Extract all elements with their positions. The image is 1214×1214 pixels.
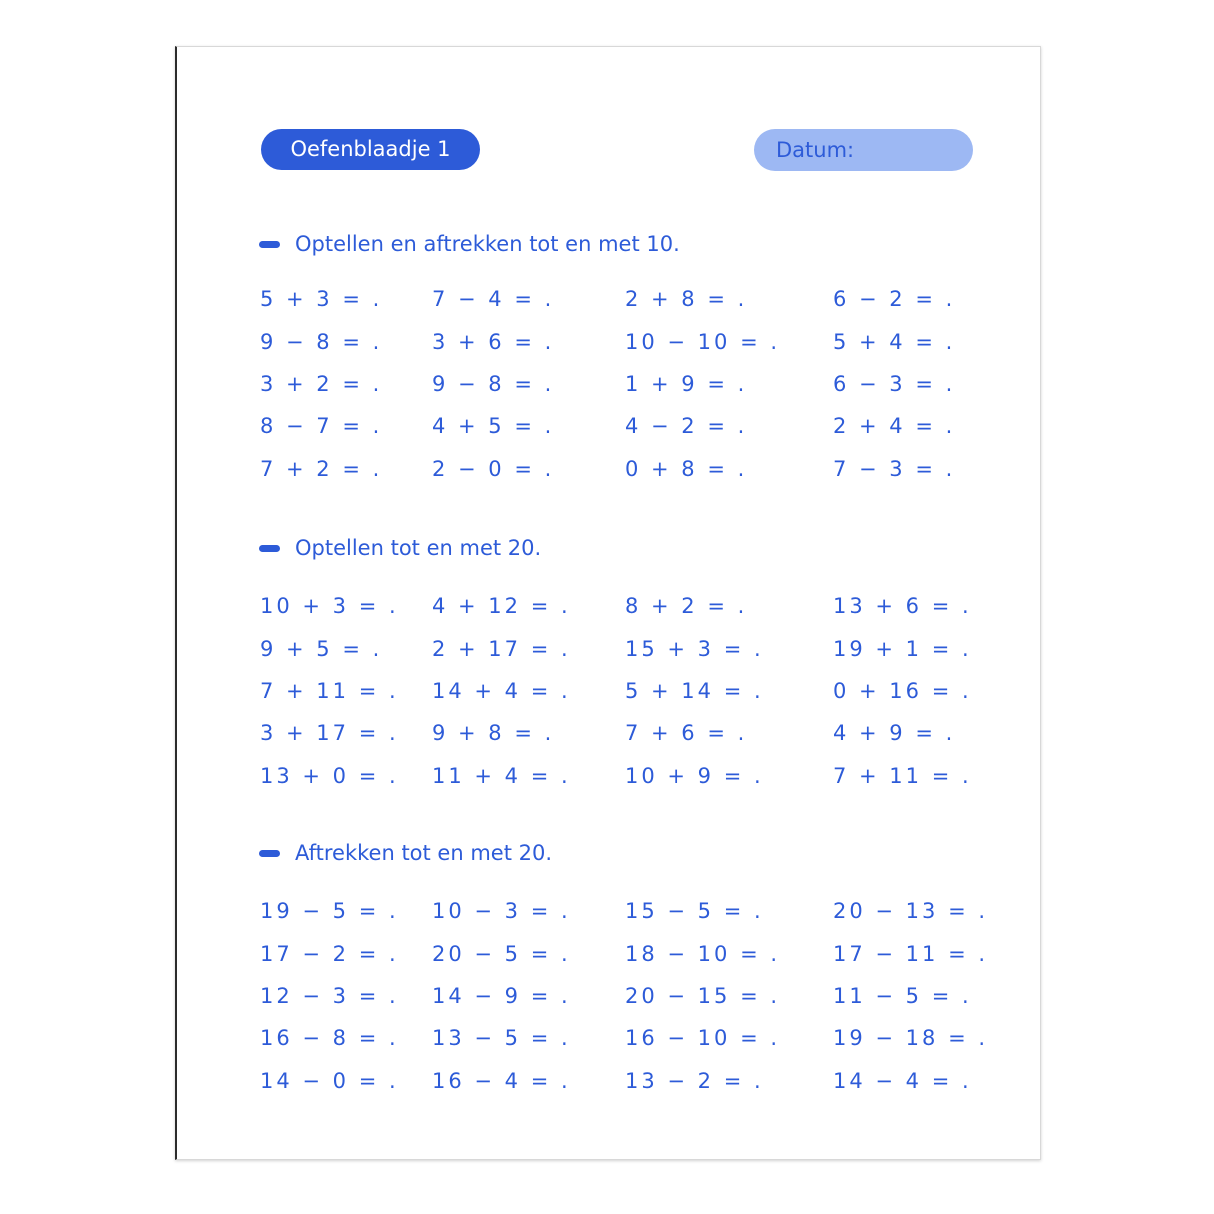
exercise: 16 − 4 = . (432, 1068, 571, 1093)
exercise: 10 + 3 = . (260, 594, 399, 619)
section-heading-2 (259, 533, 541, 563)
exercise: 11 − 5 = . (833, 983, 972, 1008)
exercise: 14 − 0 = . (260, 1068, 399, 1093)
exercise: 17 − 2 = . (260, 941, 399, 966)
exercise-row (260, 363, 1000, 405)
exercise: 2 + 17 = . (432, 636, 571, 661)
exercise: 3 + 17 = . (260, 721, 399, 746)
exercise: 16 − 8 = . (260, 1026, 399, 1051)
exercise-row (260, 1017, 1000, 1059)
exercise-grid-2 (260, 585, 1000, 797)
section-heading-3 (259, 838, 552, 868)
exercise: 15 + 3 = . (625, 636, 764, 661)
exercise: 7 − 4 = . (432, 287, 555, 312)
exercise-row (260, 932, 1000, 974)
exercise: 11 + 4 = . (432, 763, 571, 788)
exercise: 2 + 8 = . (625, 287, 748, 312)
exercise: 14 − 4 = . (833, 1068, 972, 1093)
exercise: 9 − 8 = . (260, 329, 383, 354)
exercise: 10 − 10 = . (625, 329, 781, 354)
exercise: 10 + 9 = . (625, 763, 764, 788)
exercise-row (260, 278, 1000, 320)
exercise: 6 − 2 = . (833, 287, 956, 312)
dash-bullet-icon (259, 545, 280, 552)
exercise-row (260, 405, 1000, 447)
exercise: 0 + 8 = . (625, 456, 748, 481)
exercise: 8 − 7 = . (260, 414, 383, 439)
exercise-row (260, 448, 1000, 490)
exercise: 7 − 3 = . (833, 456, 956, 481)
exercise-grid-1 (260, 278, 1000, 490)
exercise-row (260, 1060, 1000, 1102)
exercise: 10 − 3 = . (432, 899, 571, 924)
dash-bullet-icon (259, 241, 280, 248)
exercise: 19 + 1 = . (833, 636, 972, 661)
dash-bullet-icon (259, 850, 280, 857)
exercise: 9 − 8 = . (432, 371, 555, 396)
exercise: 6 − 3 = . (833, 371, 956, 396)
exercise: 3 + 6 = . (432, 329, 555, 354)
exercise: 7 + 11 = . (260, 678, 399, 703)
exercise: 2 + 4 = . (833, 414, 956, 439)
exercise-row (260, 585, 1000, 627)
exercise: 7 + 2 = . (260, 456, 383, 481)
exercise: 15 − 5 = . (625, 899, 764, 924)
exercise: 20 − 13 = . (833, 899, 989, 924)
section-heading-text: Optellen tot en met 20. (295, 536, 542, 560)
exercise: 4 + 12 = . (432, 594, 571, 619)
exercise: 13 + 6 = . (833, 594, 972, 619)
section-heading-text: Aftrekken tot en met 20. (295, 841, 553, 865)
exercise-row (260, 712, 1000, 754)
exercise: 9 + 5 = . (260, 636, 383, 661)
exercise: 4 + 9 = . (833, 721, 956, 746)
exercise-row (260, 755, 1000, 797)
exercise: 19 − 18 = . (833, 1026, 989, 1051)
exercise: 1 + 9 = . (625, 371, 748, 396)
exercise: 20 − 15 = . (625, 983, 781, 1008)
exercise: 16 − 10 = . (625, 1026, 781, 1051)
exercise: 13 − 2 = . (625, 1068, 764, 1093)
exercise: 18 − 10 = . (625, 941, 781, 966)
exercise: 14 + 4 = . (432, 678, 571, 703)
exercise: 12 − 3 = . (260, 983, 399, 1008)
exercise: 5 + 4 = . (833, 329, 956, 354)
worksheet-page (175, 46, 1041, 1160)
exercise: 5 + 3 = . (260, 287, 383, 312)
worksheet-title: Oefenblaadje 1 (261, 129, 480, 170)
exercise: 4 − 2 = . (625, 414, 748, 439)
exercise: 7 + 6 = . (625, 721, 748, 746)
exercise: 3 + 2 = . (260, 371, 383, 396)
exercise-row (260, 975, 1000, 1017)
exercise: 2 − 0 = . (432, 456, 555, 481)
exercise-grid-3 (260, 890, 1000, 1102)
exercise: 13 + 0 = . (260, 763, 399, 788)
exercise-row (260, 627, 1000, 669)
exercise: 17 − 11 = . (833, 941, 989, 966)
exercise-row (260, 320, 1000, 362)
exercise-row (260, 890, 1000, 932)
exercise: 0 + 16 = . (833, 678, 972, 703)
exercise: 19 − 5 = . (260, 899, 399, 924)
exercise: 5 + 14 = . (625, 678, 764, 703)
exercise: 7 + 11 = . (833, 763, 972, 788)
exercise: 8 + 2 = . (625, 594, 748, 619)
exercise-row (260, 670, 1000, 712)
exercise: 20 − 5 = . (432, 941, 571, 966)
exercise: 4 + 5 = . (432, 414, 555, 439)
exercise: 13 − 5 = . (432, 1026, 571, 1051)
exercise: 9 + 8 = . (432, 721, 555, 746)
date-field[interactable]: Datum: (754, 129, 973, 171)
section-heading-1 (259, 229, 680, 259)
section-heading-text: Optellen en aftrekken tot en met 10. (295, 232, 680, 256)
exercise: 14 − 9 = . (432, 983, 571, 1008)
